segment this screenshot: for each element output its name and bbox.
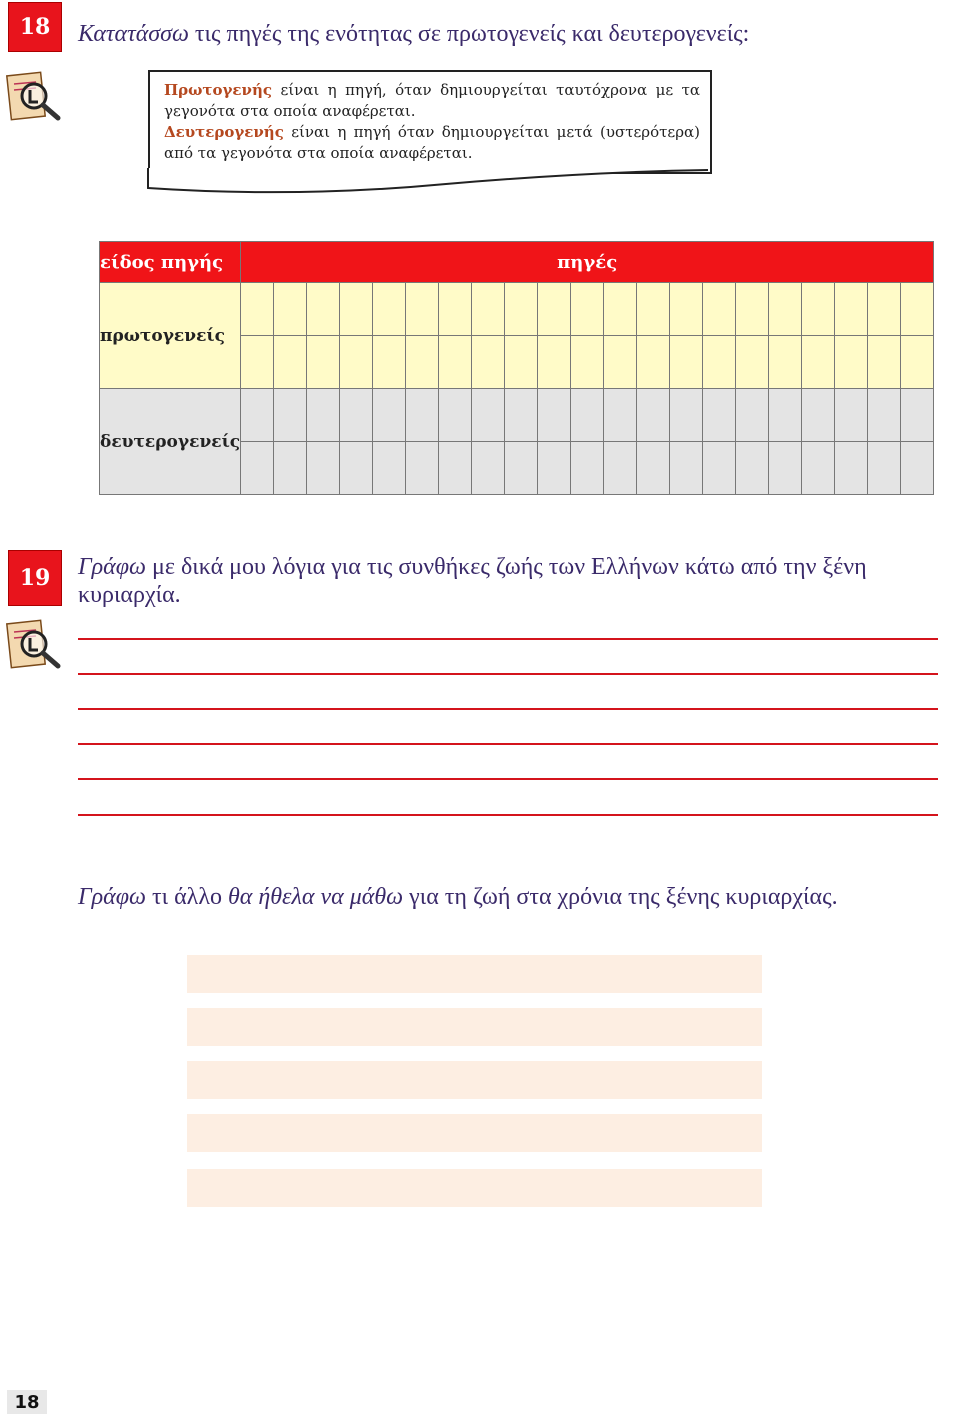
answer-box[interactable]	[187, 1114, 762, 1152]
answer-cell[interactable]	[472, 336, 505, 389]
answer-cell[interactable]	[406, 442, 439, 495]
answer-cell[interactable]	[307, 442, 340, 495]
secondary-term: Δευτερογενής	[164, 123, 284, 141]
answer-cell[interactable]	[307, 283, 340, 336]
extra-text-a: τι άλλο	[146, 884, 228, 910]
answer-cell[interactable]	[241, 283, 274, 336]
answer-box[interactable]	[187, 955, 762, 993]
answer-cell[interactable]	[604, 283, 637, 336]
answer-cell[interactable]	[769, 389, 802, 442]
answer-cell[interactable]	[340, 442, 373, 495]
answer-cell[interactable]	[406, 336, 439, 389]
extra-text-b: για τη ζωή στα χρόνια της ξένης κυριαρχίας.	[403, 884, 838, 910]
answer-cell[interactable]	[472, 283, 505, 336]
answer-cell[interactable]	[571, 389, 604, 442]
answer-cell[interactable]	[439, 442, 472, 495]
answer-cell[interactable]	[670, 389, 703, 442]
answer-cell[interactable]	[571, 442, 604, 495]
answer-cell[interactable]	[604, 442, 637, 495]
writing-line[interactable]	[78, 638, 938, 640]
answer-cell[interactable]	[835, 389, 868, 442]
definition-box	[148, 70, 712, 174]
answer-box[interactable]	[187, 1061, 762, 1099]
answer-cell[interactable]	[604, 389, 637, 442]
answer-cell[interactable]	[769, 442, 802, 495]
extra-verb: Γράφω	[78, 884, 146, 910]
exercise-number-badge: 18	[8, 2, 62, 52]
instruction-text: με δικά μου λόγια για τις συνθήκες ζωής των Ελλήνων κάτω από την ξένη κυριαρχία.	[78, 554, 867, 608]
answer-cell[interactable]	[769, 336, 802, 389]
answer-cell[interactable]	[571, 336, 604, 389]
answer-cell[interactable]	[274, 336, 307, 389]
answer-cell[interactable]	[868, 336, 901, 389]
row-label-secondary: δευτερογενείς	[100, 389, 241, 495]
answer-cell[interactable]	[901, 336, 934, 389]
magnifier-document-icon	[6, 70, 62, 124]
answer-cell[interactable]	[736, 283, 769, 336]
answer-cell[interactable]	[439, 389, 472, 442]
primary-definition: είναι η πηγή, όταν δημιουργείται ταυτόχρονα με τα γεγονότα στα οποία αναφέρεται.	[164, 81, 700, 120]
answer-cell[interactable]	[505, 442, 538, 495]
instruction-verb: Γράφω	[78, 554, 146, 580]
answer-cell[interactable]	[571, 283, 604, 336]
instruction-verb: Κατατάσσω	[78, 21, 189, 47]
page-number: 18	[7, 1390, 47, 1414]
answer-cell[interactable]	[406, 389, 439, 442]
answer-cell[interactable]	[802, 336, 835, 389]
extra-emphasis: θα ήθελα να μάθω	[227, 884, 404, 910]
answer-cell[interactable]	[637, 336, 670, 389]
answer-cell[interactable]	[736, 336, 769, 389]
answer-cell[interactable]	[307, 336, 340, 389]
exercise-18-instruction	[78, 20, 948, 48]
writing-line[interactable]	[78, 743, 938, 745]
answer-cell[interactable]	[274, 389, 307, 442]
answer-cell[interactable]	[769, 283, 802, 336]
answer-cell[interactable]	[505, 389, 538, 442]
writing-line[interactable]	[78, 673, 938, 675]
answer-cell[interactable]	[901, 389, 934, 442]
magnifier-document-icon	[6, 618, 62, 672]
paper-curl-shape	[146, 160, 710, 200]
answer-cell[interactable]	[736, 442, 769, 495]
classification-table	[99, 241, 934, 495]
answer-cell[interactable]	[670, 283, 703, 336]
extra-instruction	[78, 883, 950, 911]
answer-cell[interactable]	[472, 389, 505, 442]
answer-cell[interactable]	[373, 389, 406, 442]
answer-cell[interactable]	[538, 283, 571, 336]
answer-cell[interactable]	[637, 442, 670, 495]
answer-cell[interactable]	[340, 389, 373, 442]
definition-text	[164, 80, 700, 164]
answer-cell[interactable]	[274, 442, 307, 495]
answer-cell[interactable]	[868, 389, 901, 442]
answer-cell[interactable]	[901, 442, 934, 495]
answer-cell[interactable]	[472, 442, 505, 495]
answer-cell[interactable]	[835, 283, 868, 336]
answer-cell[interactable]	[274, 283, 307, 336]
answer-cell[interactable]	[241, 389, 274, 442]
exercise-number-badge: 19	[8, 550, 62, 606]
answer-cell[interactable]	[439, 283, 472, 336]
answer-box[interactable]	[187, 1008, 762, 1046]
answer-box[interactable]	[187, 1169, 762, 1207]
exercise-19-instruction	[78, 553, 950, 609]
answer-cell[interactable]	[703, 283, 736, 336]
answer-cell[interactable]	[505, 336, 538, 389]
primary-term: Πρωτογενής	[164, 81, 272, 99]
answer-cell[interactable]	[802, 442, 835, 495]
answer-cell[interactable]	[835, 336, 868, 389]
answer-cell[interactable]	[538, 336, 571, 389]
answer-cell[interactable]	[637, 389, 670, 442]
answer-cell[interactable]	[373, 283, 406, 336]
answer-cell[interactable]	[868, 442, 901, 495]
secondary-definition: είναι η πηγή όταν δημιουργείται μετά (υστερότερα) από τα γεγονότα στα οποία αναφέρεται.	[164, 123, 700, 162]
answer-cell[interactable]	[835, 442, 868, 495]
answer-cell[interactable]	[373, 336, 406, 389]
answer-cell[interactable]	[241, 442, 274, 495]
answer-cell[interactable]	[538, 389, 571, 442]
answer-cell[interactable]	[670, 336, 703, 389]
answer-cell[interactable]	[703, 336, 736, 389]
answer-cell[interactable]	[703, 442, 736, 495]
answer-cell[interactable]	[604, 336, 637, 389]
answer-cell[interactable]	[340, 336, 373, 389]
answer-cell[interactable]	[868, 283, 901, 336]
answer-cell[interactable]	[406, 283, 439, 336]
answer-cell[interactable]	[637, 283, 670, 336]
answer-cell[interactable]	[901, 283, 934, 336]
answer-cell[interactable]	[340, 283, 373, 336]
answer-cell[interactable]	[538, 442, 571, 495]
answer-cell[interactable]	[373, 442, 406, 495]
writing-line[interactable]	[78, 708, 938, 710]
row-label-primary: πρωτογενείς	[100, 283, 241, 389]
answer-cell[interactable]	[802, 283, 835, 336]
header-source-type: είδος πηγής	[100, 242, 241, 283]
answer-cell[interactable]	[307, 389, 340, 442]
answer-cell[interactable]	[703, 389, 736, 442]
writing-line[interactable]	[78, 778, 938, 780]
answer-cell[interactable]	[802, 389, 835, 442]
answer-cell[interactable]	[736, 389, 769, 442]
answer-cell[interactable]	[241, 336, 274, 389]
writing-line[interactable]	[78, 814, 938, 816]
answer-cell[interactable]	[439, 336, 472, 389]
header-sources: πηγές	[241, 242, 934, 283]
answer-cell[interactable]	[505, 283, 538, 336]
instruction-text: τις πηγές της ενότητας σε πρωτογενείς και δευτερογενείς:	[188, 21, 750, 47]
answer-cell[interactable]	[670, 442, 703, 495]
